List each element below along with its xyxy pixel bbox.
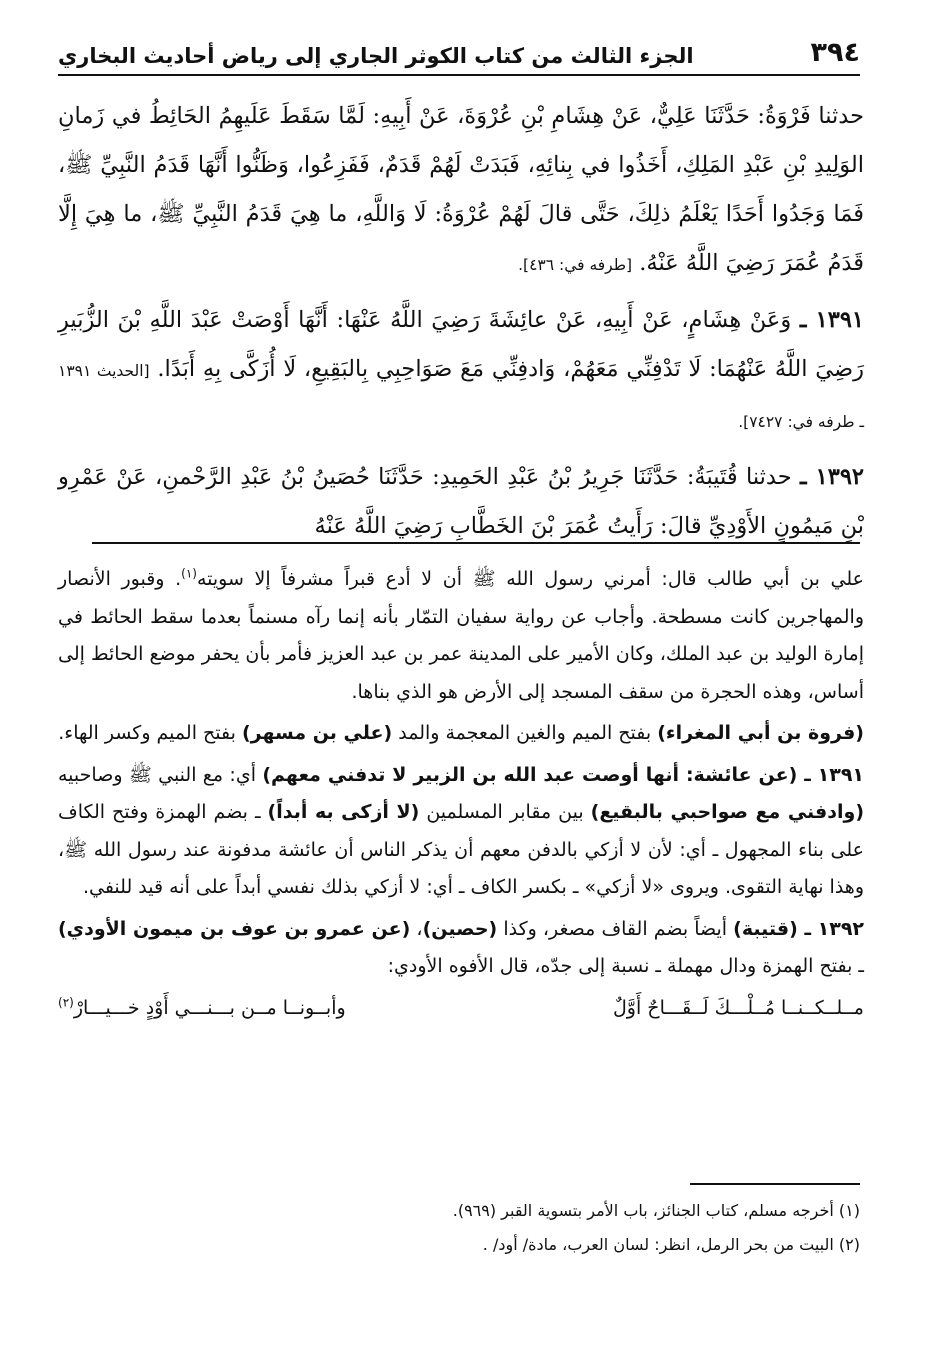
commentary-2-term-2: (علي بن مسهر) bbox=[241, 722, 393, 744]
commentary-2-term-1: (فروة بن أبي المغراء) bbox=[657, 722, 864, 744]
commentary-1392-text-1: أيضاً بضم القاف مصغر، وكذا bbox=[497, 917, 734, 940]
commentary-1391-term-2: (وادفني مع صواحبي بالبقيع) bbox=[590, 801, 864, 823]
commentary-paragraph-1392 bbox=[58, 911, 864, 986]
hadith-paragraph-1391 bbox=[58, 296, 864, 447]
commentary-paragraph-1391 bbox=[58, 757, 864, 907]
page-number: ٣٩٤ bbox=[810, 37, 860, 68]
commentary-1391-term-3: (لا أزكى به أبداً) bbox=[267, 801, 420, 823]
commentary-1391-text-1: أي: مع النبي ﷺ وصاحبيه bbox=[58, 763, 263, 786]
page-header bbox=[58, 30, 860, 76]
footnotes bbox=[58, 1194, 860, 1262]
commentary-1-rest: . وقبور الأنصار والمهاجرين كانت مسطحة. وأجاب عن رواية سفيان التمّار بأنه إنما رآه مسنماً بعدما سقط الحائط في إمارة الوليد بن عبد الملك، وكان الأمير على المدينة عمر بن عبد العزيز فأمر بأن يحفر موضع الحائط إلى أساس، وهذه الحجرة من سقف المسجد إلى الأرض هو الذي بناها. bbox=[58, 568, 864, 703]
hadith-paragraph-1392 bbox=[58, 453, 864, 551]
verse-second-hemistich: وأبــونــا مــن بـــنـــي أَوْدٍ خـــيـــارْ bbox=[73, 996, 346, 1019]
footnote-1: (١) أخرجه مسلم، كتاب الجنائز، باب الأمر بتسوية القبر (٩٦٩). bbox=[452, 1201, 860, 1220]
poetry-verse bbox=[58, 990, 864, 1028]
hadith-1391-text: وَعَنْ هِشَامٍ، عَنْ أَبِيهِ، عَنْ عائِشَةَ رَضِيَ اللَّهُ عَنْهَا: أَنَّهَا أَوْصَتْ عَبْدَ اللَّهِ بْنَ الزُّبَيرِ رَضِيَ اللَّهُ عَنْهُمَا: لَا تَدْفِنِّي مَعَهُمْ، وَادفِنِّي مَعَ صَوَاحِبِي بِالبَقِيعِ، لَا أُزَكَّى بِهِ أَبَدًا. bbox=[58, 307, 864, 382]
hadith-number-1391: ١٣٩١ ـ bbox=[799, 307, 864, 333]
hadith-1-reference: [طرفه في: ٤٣٦]. bbox=[518, 256, 633, 274]
footnote-ref-2: (٢) bbox=[58, 995, 74, 1010]
commentary-1392-term-1: ١٣٩٢ ـ (قتيبة) bbox=[733, 917, 865, 940]
running-title: الجزء الثالث من كتاب الكوثر الجاري إلى رياض أحاديث البخاري bbox=[58, 44, 694, 68]
commentary-1-text: علي بن أبي طالب قال: أمرني رسول الله ﷺ أن لا أدع قبراً مشرفاً إلا سويته bbox=[196, 568, 864, 590]
commentary-1392-term-2: (حصين) bbox=[422, 917, 498, 940]
footnote-2: (٢) البيت من بحر الرمل، انظر: لسان العرب، مادة/ أود/ . bbox=[482, 1235, 860, 1254]
commentary-paragraph-2 bbox=[58, 715, 864, 753]
commentary-2-text-1: بفتح الميم والغين المعجمة والمد bbox=[392, 722, 658, 744]
commentary bbox=[58, 561, 864, 1027]
hadith-1391-reference: [الحديث ١٣٩١ ـ طرفه في: ٧٤٢٧]. bbox=[58, 362, 864, 431]
verse-first-hemistich: مــلــكــنــا مُــلْـــكَ لَــقَـــاحٌ أَوَّلٌ bbox=[613, 996, 864, 1019]
commentary-1391-term-1: ١٣٩١ ـ (عن عائشة: أنها أوصت عبد الله بن الزبير لا تدفني معهم) bbox=[262, 763, 865, 786]
commentary-1391-text-2: بين مقابر المسلمين bbox=[419, 801, 591, 823]
commentary-1392-text-2: ، bbox=[410, 917, 423, 940]
section-divider bbox=[92, 542, 860, 544]
hadith-text bbox=[58, 92, 864, 557]
commentary-paragraph-1 bbox=[58, 561, 864, 711]
verse-second-hemistich-wrap bbox=[58, 990, 346, 1028]
commentary-2-text-2: بفتح الميم وكسر الهاء. bbox=[58, 722, 242, 744]
footnote-divider bbox=[690, 1183, 860, 1185]
hadith-1392-text: حدثنا قُتَيبَةُ: حَدَّثَنَا جَرِيرُ بْنُ عَبْدِ الحَمِيدِ: حَدَّثَنَا حُصَينُ بْنُ عَبْدِ الرَّحْمنِ، عَنْ عَمْرِو بْنِ مَيمُونٍ الأَوْدِيِّ قالَ: رَأَيتُ عُمَرَ بْنَ الخَطَّابِ رَضِيَ اللَّهُ عَنْهُ bbox=[58, 464, 864, 539]
hadith-paragraph-1 bbox=[58, 92, 864, 290]
hadith-1-text: حدثنا فَرْوَةُ: حَدَّثَنَا عَلِيٌّ، عَنْ هِشَامِ بْنِ عُرْوَةَ، عَنْ أَبِيهِ: لَمَّا سَقَطَ عَلَيهِمُ الحَائِطُ في زَمانِ الوَلِيدِ بْنِ عَبْدِ المَلِكِ، أَخَذُوا في بِنائِهِ، فَبَدَتْ لَهُمْ قَدَمٌ، فَفَزِعُوا، وَظَنُّوا أَنَّهَا قَدَمُ النَّبِيِّ ﷺ، فَمَا وَجَدُوا أَحَدًا يَعْلَمُ ذلِكَ، حَتَّى قالَ لَهُمْ عُرْوَةُ: لَا وَاللَّهِ، ما هِيَ قَدَمُ النَّبِيِّ ﷺ، ما هِيَ إِلَّا قَدَمُ عُمَرَ رَضِيَ اللَّهُ عَنْهُ. bbox=[58, 103, 864, 276]
hadith-number-1392: ١٣٩٢ ـ bbox=[800, 464, 864, 490]
commentary-1392-term-3: (عن عمرو بن عوف بن ميمون الأودي) bbox=[58, 917, 411, 940]
commentary-1391-text-3: ـ بضم الهمزة وفتح الكاف على بناء المجهول ـ أي: لأن لا أزكي بالدفن معهم أن يذكر الناس أن عائشة مدفونة عند رسول الله ﷺ، وهذا نهاية التقوى. ويروى «لا أزكي» ـ بكسر الكاف ـ أي: لا أزكي بذلك نفسي أبداً على أنه قيد للنفي. bbox=[58, 801, 864, 898]
commentary-1392-text-3: ـ بفتح الهمزة ودال مهملة ـ نسبة إلى جدّه، قال الأفوه الأودي: bbox=[387, 955, 864, 977]
footnote-ref-1: (١) bbox=[181, 566, 197, 581]
